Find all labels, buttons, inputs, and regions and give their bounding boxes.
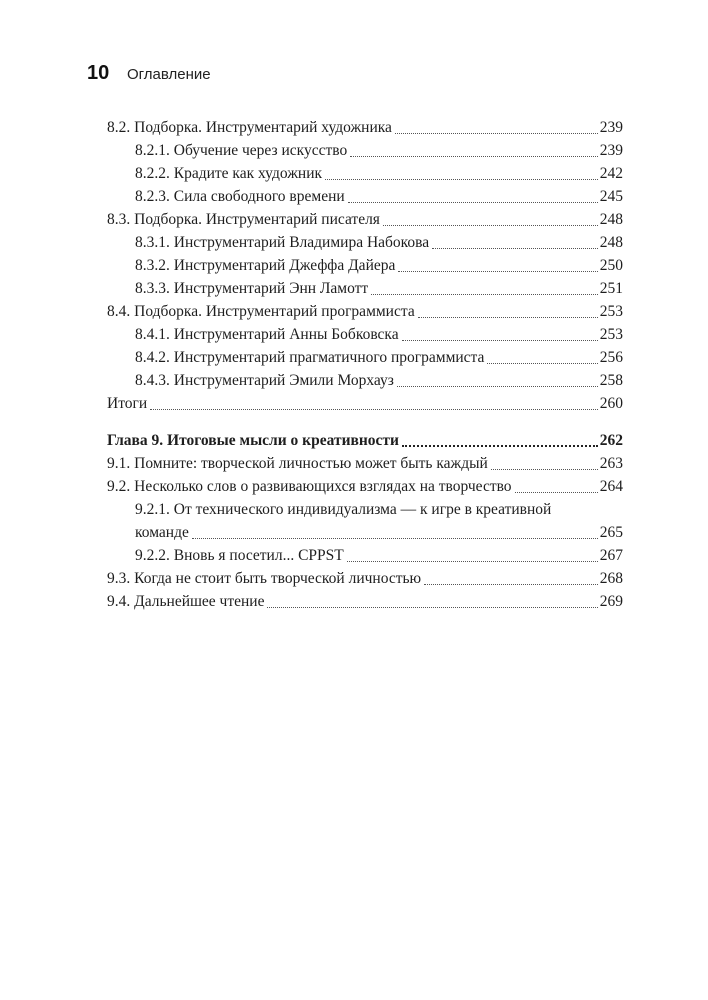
toc-page-number: 264: [599, 478, 623, 495]
toc-entry-title: Итоги: [107, 395, 148, 412]
toc-entry-8-3-2[interactable]: [107, 254, 623, 277]
dot-leader: [150, 409, 598, 410]
dot-leader: [350, 156, 598, 157]
table-of-contents: [107, 116, 623, 613]
toc-entry-title: 8.4. Подборка. Инструментарий программиста: [107, 303, 415, 320]
toc-entry-title: 8.3. Подборка. Инструментарий писателя: [107, 211, 380, 228]
toc-page-number: 256: [599, 349, 623, 366]
dot-leader: [402, 340, 598, 341]
toc-entry-8-4-2[interactable]: [107, 346, 623, 369]
toc-page-number: 242: [599, 165, 623, 182]
toc-entry-title: 8.3.2. Инструментарий Джеффа Дайера: [135, 257, 396, 274]
toc-entry-9-2[interactable]: [107, 475, 623, 498]
toc-entry-title: 9.3. Когда не стоит быть творческой личностью: [107, 570, 422, 587]
toc-entry-title: 8.4.1. Инструментарий Анны Бобковска: [135, 326, 399, 343]
dot-leader: [348, 202, 598, 203]
toc-entry-title: 9.2.2. Вновь я посетил... CPPST: [135, 547, 344, 564]
toc-entry-title: 9.2. Несколько слов о развивающихся взглядах на творчество: [107, 478, 512, 495]
toc-page-number: 265: [599, 524, 623, 541]
toc-entry-title: 8.4.3. Инструментарий Эмили Морхауз: [135, 372, 394, 389]
toc-page-number: 260: [599, 395, 623, 412]
running-title: Оглавление: [127, 66, 211, 83]
toc-chapter-9[interactable]: [107, 429, 623, 452]
toc-page-number: 239: [599, 142, 623, 159]
toc-page-number: 239: [599, 119, 623, 136]
toc-entry-title: 8.4.2. Инструментарий прагматичного программиста: [135, 349, 485, 366]
toc-entry-title: 8.2. Подборка. Инструментарий художника: [107, 119, 392, 136]
toc-entry-title: 8.2.3. Сила свободного времени: [135, 188, 345, 205]
dot-leader: [192, 538, 598, 539]
toc-page-number: 250: [599, 257, 623, 274]
dot-leader: [424, 584, 598, 585]
dot-leader: [432, 248, 598, 249]
dot-leader: [325, 179, 598, 180]
toc-entry-8-2-3[interactable]: [107, 185, 623, 208]
dot-leader: [515, 492, 598, 493]
toc-entry-title: 9.1. Помните: творческой личностью может быть каждый: [107, 455, 488, 472]
toc-entry-8-2-1[interactable]: [107, 139, 623, 162]
dot-leader: [402, 445, 598, 447]
toc-entry-8-3[interactable]: [107, 208, 623, 231]
page-number: 10: [87, 62, 110, 84]
dot-leader: [383, 225, 598, 226]
toc-entry-9-2-1[interactable]: [107, 498, 623, 544]
toc-page-number: 268: [599, 570, 623, 587]
toc-page-number: 248: [599, 234, 623, 251]
dot-leader: [371, 294, 598, 295]
dot-leader: [395, 133, 598, 134]
toc-page-number: 253: [599, 326, 623, 343]
toc-page-number: 245: [599, 188, 623, 205]
toc-page-number: 262: [599, 432, 623, 449]
dot-leader: [491, 469, 598, 470]
dot-leader: [397, 386, 598, 387]
toc-page-number: 258: [599, 372, 623, 389]
toc-entry-title: 9.4. Дальнейшее чтение: [107, 593, 265, 610]
page-header: [87, 62, 211, 92]
toc-page-number: 248: [599, 211, 623, 228]
toc-entry-8-4[interactable]: [107, 300, 623, 323]
toc-entry-title-line2: команде: [135, 524, 189, 541]
toc-entry-title: 8.3.1. Инструментарий Владимира Набокова: [135, 234, 430, 251]
dot-leader: [487, 363, 597, 364]
toc-entry-8-4-3[interactable]: [107, 369, 623, 392]
toc-entry-title-line1: 9.2.1. От технического индивидуализма — к игре в креативной: [135, 501, 552, 518]
toc-chapter-title: Глава 9. Итоговые мысли о креативности: [107, 432, 399, 449]
dot-leader: [418, 317, 598, 318]
toc-entry-9-3[interactable]: [107, 567, 623, 590]
toc-entry-8-3-3[interactable]: [107, 277, 623, 300]
toc-entry-8-2[interactable]: [107, 116, 623, 139]
toc-entry-9-1[interactable]: [107, 452, 623, 475]
dot-leader: [398, 271, 597, 272]
toc-entry-8-4-1[interactable]: [107, 323, 623, 346]
toc-entry-8-3-1[interactable]: [107, 231, 623, 254]
toc-page-number: 253: [599, 303, 623, 320]
dot-leader: [347, 561, 598, 562]
toc-entry-summary[interactable]: [107, 392, 623, 415]
toc-entry-9-2-2[interactable]: [107, 544, 623, 567]
toc-page-number: 267: [599, 547, 623, 564]
toc-entry-9-4[interactable]: [107, 590, 623, 613]
toc-entry-title: 8.2.2. Крадите как художник: [135, 165, 323, 182]
toc-page-number: 269: [599, 593, 623, 610]
toc-page-number: 263: [599, 455, 623, 472]
toc-entry-title: 8.2.1. Обучение через искусство: [135, 142, 348, 159]
toc-entry-8-2-2[interactable]: [107, 162, 623, 185]
toc-page-number: 251: [599, 280, 623, 297]
toc-entry-title: 8.3.3. Инструментарий Энн Ламотт: [135, 280, 369, 297]
dot-leader: [267, 607, 597, 608]
